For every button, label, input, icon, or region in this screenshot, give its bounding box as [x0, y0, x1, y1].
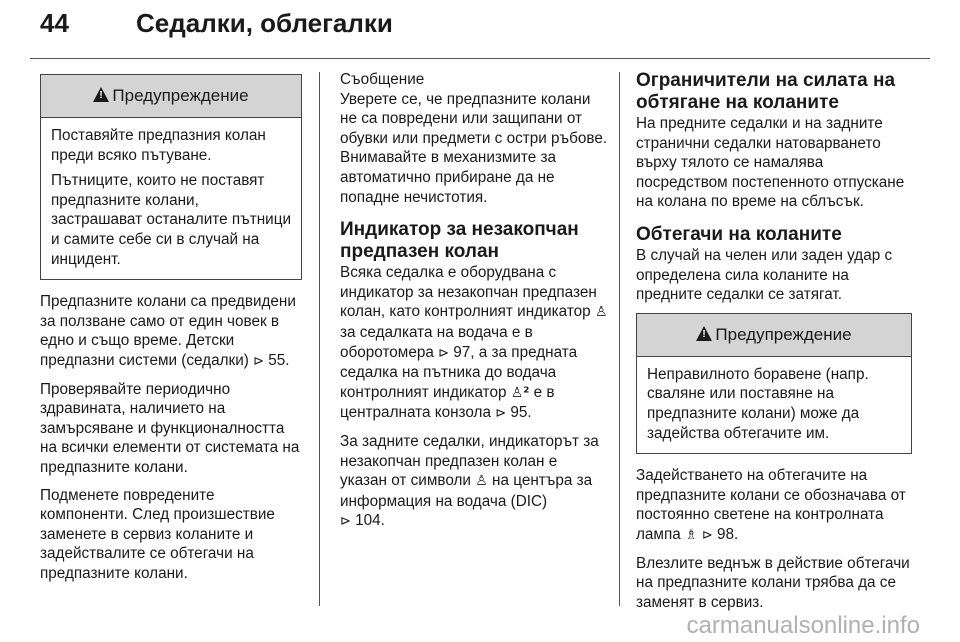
header-divider: [30, 58, 930, 59]
page-reference-arrow-icon: ⊳: [701, 527, 713, 543]
section-heading: Индикатор за незакопчан предпазен колан: [340, 219, 579, 263]
paragraph: Подменете повредените компоненти. След произшествие заменете в сервиз коланите и задействалите се обтегачи на предпазните колани.: [40, 486, 275, 582]
warning-triangle-icon: !: [93, 87, 109, 102]
warning-box-2: [636, 313, 912, 454]
paragraph: Проверявайте периодично здравината, наличието на замърсяване и функционалността на всички елементи от системата на предпазните колани.: [40, 380, 300, 476]
page-reference-arrow-icon: ⊳: [253, 353, 265, 369]
seatbelt-indicator-icon: ♙²: [510, 384, 530, 401]
page-reference[interactable]: 55.: [268, 351, 290, 369]
warning-text: Поставяйте предпазния колан преди всяко пътуване.: [51, 127, 266, 164]
watermark: carmanualsonline.info: [686, 612, 920, 639]
page-reference-arrow-icon: ⊳: [438, 345, 449, 361]
paragraph: Предпазните колани са предвидени за ползване само от един човек в едно и също време. Детски предпазни системи (седалки) ⊳ 55.: [40, 293, 296, 369]
note-text: Уверете се, че предпазните колани не са повредени или защипани от обувки или предмети с остри ръбове. Внимавайте в механизмите за автоматично прибиране да не попадне нечистотия.: [340, 90, 608, 206]
page-reference-arrow-icon: ⊳: [340, 514, 351, 530]
section-heading: Ограничители на силата на обтягане на коланите: [636, 70, 896, 113]
warning-triangle-icon: !: [696, 326, 712, 341]
column-divider-2: [619, 72, 620, 606]
warning-box-1: [40, 74, 302, 280]
section-heading: Обтегачи на коланите: [636, 223, 842, 245]
page-reference-arrow-icon: ⊳: [495, 406, 507, 422]
warning-heading: ! Предупреждение: [637, 314, 911, 357]
column-1: [40, 70, 302, 591]
column-3: [636, 70, 912, 620]
page-title: Седалки, облегалки: [136, 8, 393, 38]
warning-heading: ! Предупреждение: [41, 75, 301, 118]
paragraph: Задействането на обтегачите на предпазните колани се обозначава от постоянно светене на контролната лампа ♗ ⊳ 98.: [636, 467, 906, 543]
paragraph: В случай на челен или заден удар с определена сила коланите на предните седалки се затягат.: [636, 246, 893, 304]
warning-text: Пътниците, които не поставят предпазните колани, застрашават останалите пътници и самите себе си в случай на инцидент.: [51, 172, 292, 268]
warning-text: Неправилното боравене (напр. сваляне или поставяне на предпазните колани) може да задейства обтегачите им.: [647, 365, 869, 442]
page-reference[interactable]: 95.: [510, 404, 532, 422]
seatbelt-indicator-icon: ♙: [594, 304, 608, 321]
column-divider-1: [319, 72, 320, 606]
paragraph: Влезлите веднъж в действие обтегачи на предпазните колани трябва да се заменят в сервиз.: [636, 554, 910, 611]
airbag-lamp-icon: ♗: [685, 526, 698, 543]
page-reference[interactable]: 98.: [716, 525, 739, 543]
page-number: 44: [40, 8, 69, 38]
seatbelt-indicator-icon: ♙: [475, 473, 488, 490]
column-2: [340, 70, 608, 540]
note-heading: Съобщение: [340, 71, 425, 88]
paragraph: На предните седалки и на задните странични седалки натоварването върху тялото се намалява посредством постепенното отпускане на колана по време на сблъсък.: [636, 115, 905, 211]
page-reference[interactable]: 104.: [355, 512, 385, 530]
paragraph: За задните седалки, индикаторът за незакопчан предпазен колан е указан от символи ♙ на центъра за информация на водача (DIC) ⊳ 104.: [340, 432, 599, 530]
page-header: [40, 8, 393, 39]
paragraph: Всяка седалка е оборудвана с индикатор за незакопчан предпазен колан, като контролният индикатор ♙ за седалката на водача е в оборотомера ⊳ 97, а за предната седалка на пътника до водача контролният индикатор ♙² е в централната конзола ⊳ 95.: [340, 264, 608, 422]
